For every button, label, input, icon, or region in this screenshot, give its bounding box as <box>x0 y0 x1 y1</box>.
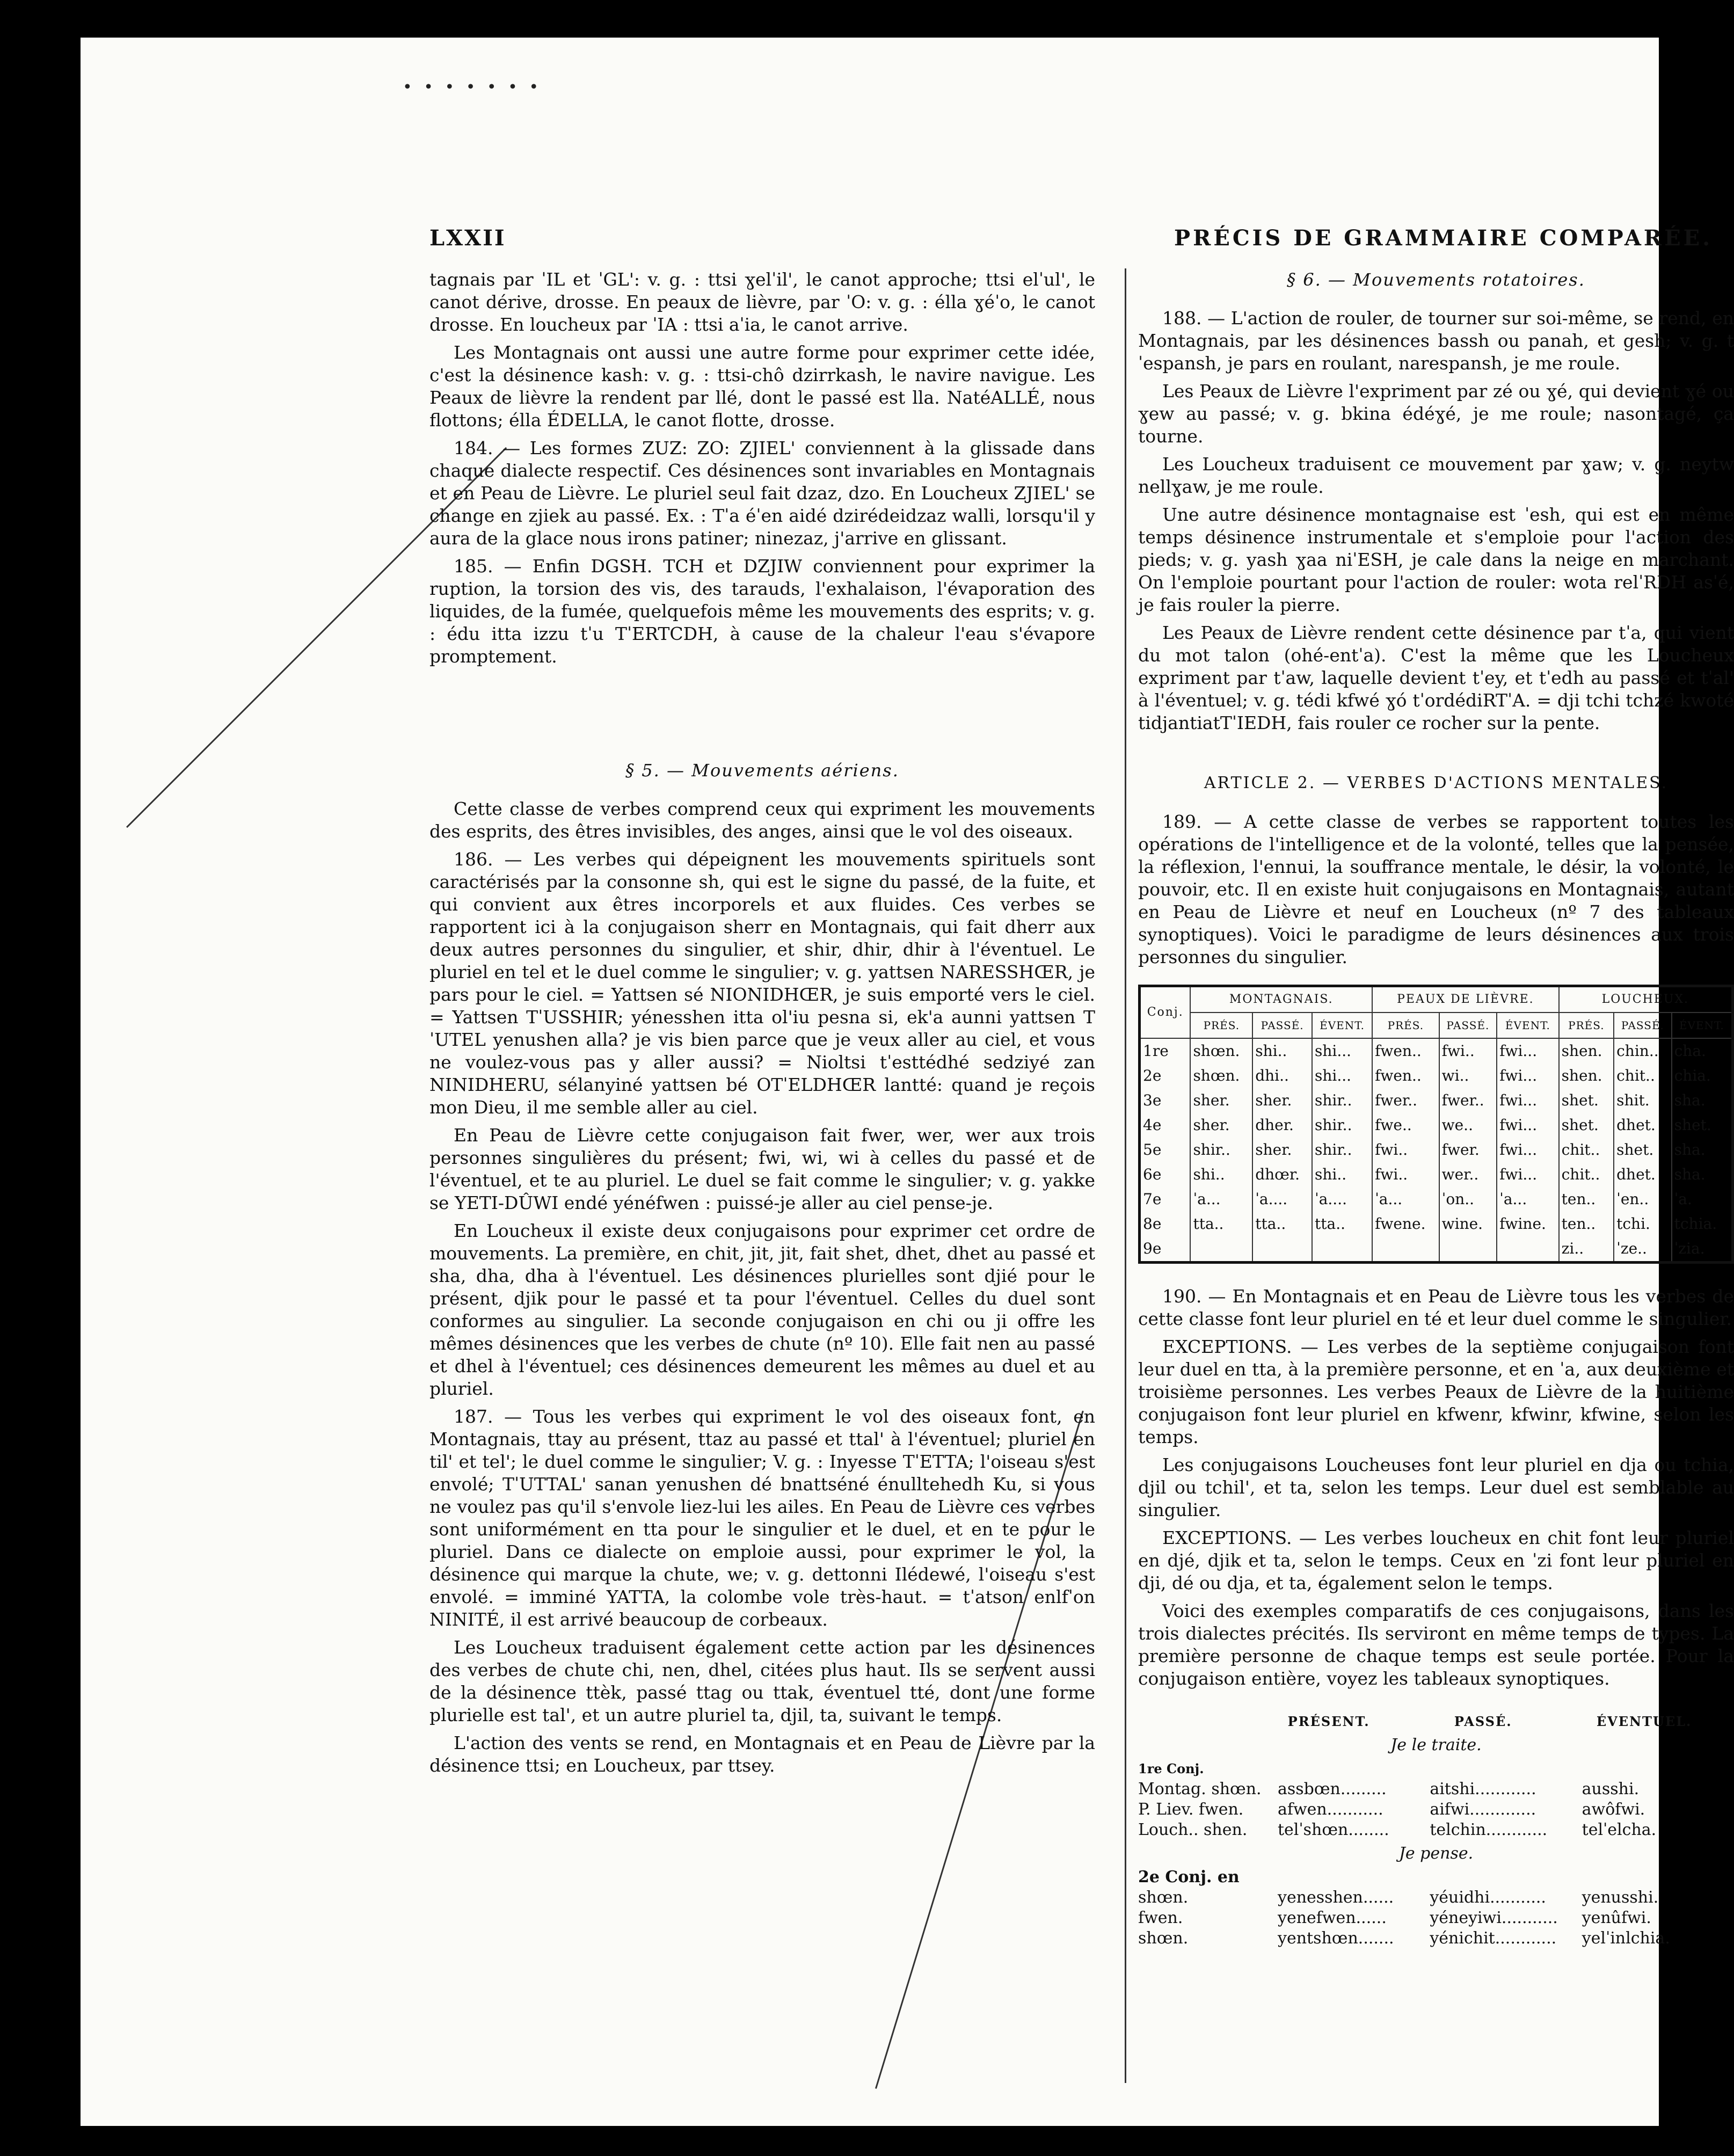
example-cell: yéneyiwi........... <box>1430 1909 1558 1927</box>
example-cell: ausshi. <box>1582 1780 1640 1798</box>
example-group-1 <box>1138 1779 1734 1840</box>
example-row <box>1138 1779 1734 1800</box>
table-cell: shœn. <box>1190 1038 1252 1064</box>
example-row <box>1138 1800 1734 1820</box>
table-cell: dhi.. <box>1252 1064 1312 1088</box>
table-cell: ˈa.... <box>1312 1187 1372 1212</box>
table-cell <box>1497 1236 1559 1263</box>
table-cell: fwene. <box>1372 1212 1439 1236</box>
example-cell: telˈshœn........ <box>1278 1820 1389 1839</box>
table-cell: sher. <box>1190 1088 1252 1113</box>
table-cell: fwer.. <box>1439 1088 1497 1113</box>
paragraph: En Peau de Lièvre cette conjugaison fait fwer, wer, wer aux trois personnes singulières du présent; fwi, wi, wi à celles du passé et de l'éventuel, et te au pluriel. Le duel se fait comme le singulier; v. g. yakke se YETI-DÛWI endé yénéfwen : puissé-je aller au ciel pense-je. <box>429 1125 1095 1213</box>
example-cell: yenefwen...... <box>1278 1909 1387 1927</box>
table-cell: sha. <box>1672 1162 1733 1187</box>
paragraph: Les conjugaisons Loucheuses font leur pluriel en dja ou tchia, djil ou tchil', et ta, selon les temps. Leur duel est semblable au singulier. <box>1138 1454 1734 1520</box>
example-group-2 <box>1138 1888 1734 1949</box>
paragraph: L'action des vents se rend, en Montagnais et en Peau de Lièvre par la désinence ttsi; en Loucheux, par ttsey. <box>429 1732 1095 1776</box>
conjugation-table <box>1138 985 1734 1264</box>
table-cell: shen. <box>1559 1064 1614 1088</box>
table-subheader: PASSÉ. <box>1439 1013 1497 1038</box>
conj-number-cell: 6e <box>1140 1162 1191 1187</box>
table-row <box>1140 1162 1733 1187</box>
article-heading: ARTICLE 2. — VERBES D'ACTIONS MENTALES. <box>1204 774 1669 792</box>
example-cell: aifwi............. <box>1430 1800 1536 1819</box>
table-cell: fwen.. <box>1372 1064 1439 1088</box>
table-cell: shet. <box>1559 1113 1614 1138</box>
table-cell <box>1252 1236 1312 1263</box>
example-row-label: Montag. shœn. <box>1138 1780 1262 1798</box>
paragraph: Les Loucheux traduisent également cette action par les désinences des verbes de chute chi, nen, dhel, citées plus haut. Ils se servent aussi de la désinence ttèk, passé ttag ou ttak, éventuel tté, dont une forme plurielle est tal', et un autre pluriel ta, djil, ta, suivant le temps. <box>429 1637 1095 1725</box>
section-heading-6: § 6. — Mouvements rotatoires. <box>1287 270 1585 290</box>
table-cell: ten.. <box>1559 1212 1614 1236</box>
table-cell <box>1372 1236 1439 1263</box>
table-cell: shi.. <box>1190 1162 1252 1187</box>
table-cell: shen. <box>1559 1038 1614 1064</box>
table-row <box>1140 1138 1733 1162</box>
table-cell: tta.. <box>1312 1212 1372 1236</box>
conjugation-table-body <box>1140 1038 1733 1263</box>
table-cell: dher. <box>1252 1113 1312 1138</box>
table-cell: shœn. <box>1190 1064 1252 1088</box>
table-header-group: MONTAGNAIS. <box>1190 986 1372 1013</box>
table-subheader: ÉVENT. <box>1497 1013 1559 1038</box>
paragraph: tagnais par ˈIL et ˈGL': v. g. : ttsi ɣelˈil', le canot approche; ttsi elˈul', le canot dérive, drosse. En peaux de lièvre, par ˈO: v. g. : élla ɣéˈo, le canot drosse. En loucheux par ˈIA : ttsi aˈia, le canot arrive. <box>429 269 1095 335</box>
example-group-label: 2e Conj. en <box>1138 1868 1240 1886</box>
paragraph-185: 185. — Enfin DGSH. TCH et DZJIW conviennent pour exprimer la ruption, la torsion des vis, des tarauds, l'exhalaison, l'évaporation des liquides, de la fumée, quelquefois même les mouvements des esprits; v. g. : édu itta izzu tˈu TˈERTCDH, à cause de la chaleur l'eau s'évapore promptement. <box>429 556 1095 667</box>
example-cell: telˈelcha. <box>1582 1820 1657 1839</box>
paragraph: Les Peaux de Lièvre rendent cette désinence par tˈa, qui vient du mot talon (ohé-entˈa). C'est la même que les Loucheux expriment par tˈaw, laquelle devient tˈey, et tˈedh au passé et tˈal' à l'éventuel; v. g. tédi kfwé ɣó tˈordédiRTˈA. = dji tchi tchzé kwoté tidjantiatTˈIEDH, fais rouler ce rocher sur la pente. <box>1138 622 1734 733</box>
table-cell <box>1312 1236 1372 1263</box>
paragraph: Les Loucheux traduisent ce mouvement par ɣaw; v. g. neytw nellɣaw, je me roule. <box>1138 454 1734 497</box>
table-cell: sha. <box>1672 1138 1733 1162</box>
print-noise: • • • • • • • <box>403 78 542 97</box>
paragraph: En Loucheux il existe deux conjugaisons pour exprimer cet ordre de mouvements. La première, en chit, jit, jit, fait shet, dhet, dhet au passé et sha, dha, dha à l'éventuel. Les désinences plurielles sont djié pour le présent, djik pour le passé et ta pour l'éventuel. Celles du duel sont conformes au singulier. La seconde conjugaison en chi ou ji offre les mêmes désinences que les verbes de chute (nº 10). Elle fait nen au passé et dhel à l'éventuel; ces désinences demeurent les mêmes au duel et au pluriel. <box>429 1220 1095 1399</box>
table-row <box>1140 1212 1733 1236</box>
example-cell: yéuidhi........... <box>1430 1888 1546 1907</box>
example-header: PRÉSENT. <box>1287 1714 1370 1729</box>
table-cell <box>1439 1236 1497 1263</box>
table-cell: fwi.. <box>1439 1038 1497 1064</box>
table-subheader: ÉVENT. <box>1312 1013 1372 1038</box>
table-cell: fwi... <box>1497 1038 1559 1064</box>
table-cell: tchi. <box>1614 1212 1671 1236</box>
paragraph: Les Peaux de Lièvre l'expriment par zé ou ɣé, qui devient ɣé ou ɣew au passé; v. g. bkina édéɣé, je me roule; nasontagé, ça tourne. <box>1138 381 1734 447</box>
paragraph-exceptions: EXCEPTIONS. — Les verbes loucheux en chit font leur pluriel en djé, djik et ta, selon le temps. Ceux en ˈzi font leur pluriel en dji, dé ou dja, et ta, également selon le temps. <box>1138 1527 1734 1593</box>
example-cell: awôfwi. <box>1582 1800 1645 1819</box>
table-cell: ˈon.. <box>1439 1187 1497 1212</box>
table-cell: chit.. <box>1614 1064 1671 1088</box>
example-cell: yenesshen...... <box>1278 1888 1394 1907</box>
table-subheader: PASSÉ. <box>1252 1013 1312 1038</box>
table-cell: fwi... <box>1497 1162 1559 1187</box>
table-cell: fwi.. <box>1372 1162 1439 1187</box>
table-row <box>1140 1187 1733 1212</box>
example-row <box>1138 1820 1734 1840</box>
table-cell: ˈa. <box>1672 1187 1733 1212</box>
example-cell: telchin............ <box>1430 1820 1548 1839</box>
example-row-label: P. Liev. fwen. <box>1138 1800 1244 1819</box>
table-cell: tta.. <box>1190 1212 1252 1236</box>
conj-number-cell: 9e <box>1140 1236 1191 1263</box>
paragraph: Cette classe de verbes comprend ceux qui expriment les mouvements des esprits, des êtres invisibles, des anges, ainsi que le vol des oiseaux. <box>429 798 1095 842</box>
example-cell: yentshœn....... <box>1278 1929 1394 1948</box>
section-heading-5: § 5. — Mouvements aériens. <box>625 760 899 781</box>
example-header: ÉVENTUEL. <box>1596 1714 1692 1729</box>
table-cell: ˈa.... <box>1252 1187 1312 1212</box>
table-cell: sher. <box>1252 1088 1312 1113</box>
table-cell: wine. <box>1439 1212 1497 1236</box>
example-cell: aitshi............ <box>1430 1780 1536 1798</box>
table-cell: fwi... <box>1497 1113 1559 1138</box>
table-cell: fwi... <box>1497 1138 1559 1162</box>
table-cell: ˈze.. <box>1614 1236 1671 1263</box>
table-cell: shir.. <box>1312 1138 1372 1162</box>
table-subheader: PRÉS. <box>1190 1013 1252 1038</box>
table-subheader: PRÉS. <box>1559 1013 1614 1038</box>
table-cell: shi... <box>1312 1064 1372 1088</box>
table-cell: ˈa... <box>1372 1187 1439 1212</box>
paragraph-186: 186. — Les verbes qui dépeignent les mouvements spirituels sont caractérisés par la consonne sh, qui est le signe du passé, de la fuite, et qui convient aux êtres incorporels et aux fluides. Ces verbes se rapportent ici à la conjugaison sherr en Montagnais, qui fait dherr aux deux autres personnes du singulier, et shir, dhir, dhir à l'éventuel. Le pluriel en tel et le duel comme le singulier; v. g. yattsen NARESSHŒR, je pars pour le ciel. = Yattsen sé NIONIDHŒR, je suis emporté vers le ciel. = Yattsen TˈUSSHIR; yénesshen itta ol'iu pesna si, ek'a aunni yattsen TˈUTEL yenushen alla? je vis bien parce que je veux aller au ciel, et vous ne voulez-vous pas y aller aussi? = Nioltsi tˈesttédhé sedziyé zan NINIDHERU, sélanyiné yattsen bé OTˈELDHŒR lantté: quand je reçois mon Dieu, il me semble aller au ciel. <box>429 849 1095 1118</box>
conj-number-cell: 7e <box>1140 1187 1191 1212</box>
table-header-group: LOUCHEUX. <box>1559 986 1733 1013</box>
paragraph-190: 190. — En Montagnais et en Peau de Lièvre tous les verbes de cette classe font leur pluriel en té et leur duel comme le singulier. <box>1138 1286 1734 1329</box>
table-cell: dhœr. <box>1252 1162 1312 1187</box>
table-cell: shi.. <box>1312 1162 1372 1187</box>
conj-number-cell: 3e <box>1140 1088 1191 1113</box>
paragraph-189: 189. — A cette classe de verbes se rapportent toutes les opérations de l'intelligence et de la volonté, telles que la pensée, la réflexion, l'ennui, la souffrance mentale, le désir, la volonté, le pouvoir, etc. Il en existe huit conjugaisons en Montagnais, autant en Peau de Lièvre et neuf en Loucheux (nº 7 des tableaux synoptiques). Voici le paradigme de leurs désinences aux trois personnes du singulier. <box>1138 811 1734 967</box>
table-cell: tchia. <box>1672 1212 1733 1236</box>
running-head <box>429 225 1713 263</box>
table-cell: fwer.. <box>1372 1088 1439 1113</box>
example-row-label: fwen. <box>1138 1909 1183 1927</box>
table-cell: shir.. <box>1190 1138 1252 1162</box>
example-header: PASSÉ. <box>1454 1714 1512 1729</box>
example-row-label: shœn. <box>1138 1888 1189 1907</box>
paragraph: Les Montagnais ont aussi une autre forme pour exprimer cette idée, c'est la désinence kash: v. g. : ttsi-chô dzirrkash, le navire navigue. Les Peaux de lièvre la rendent par llé, dont le passé est lla. NatéALLÉ, nous flottons; élla ÉDELLA, le canot flotte, drosse. <box>429 342 1095 431</box>
conj-number-cell: 8e <box>1140 1212 1191 1236</box>
conj-number-cell: 1re <box>1140 1038 1191 1064</box>
table-cell: fwine. <box>1497 1212 1559 1236</box>
table-cell: wer.. <box>1439 1162 1497 1187</box>
table-cell: fwi... <box>1497 1088 1559 1113</box>
table-cell: ˈa... <box>1497 1187 1559 1212</box>
table-cell: shi... <box>1312 1038 1372 1064</box>
table-cell: shir.. <box>1312 1088 1372 1113</box>
conj-number-cell: 5e <box>1140 1138 1191 1162</box>
table-cell: shet. <box>1672 1113 1733 1138</box>
table-row <box>1140 1088 1733 1113</box>
table-cell: shet. <box>1559 1088 1614 1113</box>
example-cell: afwen........... <box>1278 1800 1383 1819</box>
table-cell: shir.. <box>1312 1113 1372 1138</box>
example-cell: assbœn......... <box>1278 1780 1387 1798</box>
example-cell: yenûfwi. <box>1582 1909 1651 1927</box>
table-cell <box>1190 1236 1252 1263</box>
table-cell: chit.. <box>1559 1138 1614 1162</box>
paragraph-184: 184. — Les formes ZUZ: ZO: ZJIEL' conviennent à la glissade dans chaque dialecte respectif. Ces désinences sont invariables en Montagnais et en Peau de Lièvre. Le pluriel seul fait dzaz, dzo. En Loucheux ZJIEL' se change en zjiek au passé. Ex. : Tˈa éˈen aidé dzirédeidzaz walli, lorsqu'il y aura de la glace nous irons patiner; ninezaz, j'arrive en glissant. <box>429 438 1095 549</box>
table-cell: fwen.. <box>1372 1038 1439 1064</box>
example-row <box>1138 1888 1734 1908</box>
table-cell: fwi.. <box>1372 1138 1439 1162</box>
table-cell: wi.. <box>1439 1064 1497 1088</box>
table-cell: cha. <box>1672 1038 1733 1064</box>
table-cell: chin.. <box>1614 1038 1671 1064</box>
paragraph: Voici des exemples comparatifs de ces conjugaisons, dans les trois dialectes précités. Ils serviront en même temps de types. La première personne de chaque temps est seule portée. Pour la conjugaison entière, voyez les tableaux synoptiques. <box>1138 1600 1734 1689</box>
table-header-group: PEAUX DE LIÈVRE. <box>1372 986 1559 1013</box>
right-column <box>1138 268 1734 1949</box>
example-cell: yénichit............ <box>1430 1929 1557 1948</box>
table-row <box>1140 1038 1733 1064</box>
example-subtitle: Je le traite. <box>1390 1736 1482 1754</box>
page-folio: LXXII <box>429 225 506 251</box>
conj-number-cell: 2e <box>1140 1064 1191 1088</box>
column-rule <box>1125 268 1126 2083</box>
example-table-header <box>1138 1711 1734 1732</box>
table-cell: sher. <box>1190 1113 1252 1138</box>
table-cell: shi.. <box>1252 1038 1312 1064</box>
table-cell: tta.. <box>1252 1212 1312 1236</box>
running-title: PRÉCIS DE GRAMMAIRE COMPARÉE. <box>1174 225 1713 251</box>
table-cell: sha. <box>1672 1088 1733 1113</box>
book-page <box>81 38 1734 2126</box>
example-cell: yelˈinlchia. <box>1582 1929 1670 1948</box>
table-cell: chia. <box>1672 1064 1733 1088</box>
table-header-conj: Conj. <box>1140 986 1191 1039</box>
table-cell: shet. <box>1614 1138 1671 1162</box>
example-table <box>1138 1711 1734 1949</box>
paragraph-187: 187. — Tous les verbes qui expriment le vol des oiseaux font, en Montagnais, ttay au présent, ttaz au passé et ttal' à l'éventuel; pluriel en til' et tel'; le duel comme le singulier; V. g. : Inyesse TˈETTA; l'oiseau s'est envolé; TˈUTTAL' sanan yenushen dé bnattséné énulltehedh Ku, si vous ne voulez pas qu'il s'envole liez-lui les ailes. En Peau de Lièvre ces verbes sont uniformément en tta pour le singulier et le duel, et en te pour le pluriel. Dans ce dialecte on emploie aussi, pour exprimer le vol, la désinence qui marque la chute, we; v. g. dettonni Ilédewé, l'oiseau s'est envolé. = imminé YATTA, la colombe vole très-haut. = tˈatson enlfˈon NINITÉ, il est arrivé beaucoup de corbeaux. <box>429 1406 1095 1630</box>
example-group-label: 1re Conj. <box>1138 1761 1204 1776</box>
table-cell: ten.. <box>1559 1187 1614 1212</box>
example-cell: yenusshi. <box>1582 1888 1659 1907</box>
left-column <box>429 268 1095 1782</box>
table-cell: sher. <box>1252 1138 1312 1162</box>
table-row <box>1140 1064 1733 1088</box>
table-cell: zi.. <box>1559 1236 1614 1263</box>
table-cell: chit.. <box>1559 1162 1614 1187</box>
example-subtitle: Je pense. <box>1398 1844 1474 1863</box>
paragraph-exceptions: EXCEPTIONS. — Les verbes de la septième conjugaison font leur duel en tta, à la première personne, et en ˈa, aux deuxième et troisième personnes. Les verbes Peaux de Lièvre de la huitième conjugaison font leur pluriel en kfwenr, kfwinr, kfwine, selon les temps. <box>1138 1336 1734 1447</box>
table-cell: dhet. <box>1614 1113 1671 1138</box>
paragraph: Une autre désinence montagnaise est ˈesh, qui est en même temps désinence instrumentale et s'emploie pour l'action des pieds; v. g. yash ɣaa niˈESH, je cale dans la neige en marchant. On l'emploie pourtant pour l'action de rouler: wota relˈRDH asˈé, je fais rouler la pierre. <box>1138 504 1734 615</box>
table-row <box>1140 1236 1733 1263</box>
table-cell: ˈzia. <box>1672 1236 1733 1263</box>
table-cell: fwe.. <box>1372 1113 1439 1138</box>
table-row <box>1140 1113 1733 1138</box>
table-cell: ˈen.. <box>1614 1187 1671 1212</box>
table-cell: shit. <box>1614 1088 1671 1113</box>
example-row-label: shœn. <box>1138 1929 1189 1948</box>
table-cell: fwi... <box>1497 1064 1559 1088</box>
table-cell: dhet. <box>1614 1162 1671 1187</box>
table-cell: we.. <box>1439 1113 1497 1138</box>
table-subheader: PASSÉ. <box>1614 1013 1671 1038</box>
example-row <box>1138 1928 1734 1949</box>
table-subheader: PRÉS. <box>1372 1013 1439 1038</box>
example-row-label: Louch.. shen. <box>1138 1820 1248 1839</box>
table-cell: fwer. <box>1439 1138 1497 1162</box>
table-subheader: ÉVENT. <box>1672 1013 1733 1038</box>
example-row <box>1138 1908 1734 1928</box>
conj-number-cell: 4e <box>1140 1113 1191 1138</box>
paragraph-188: 188. — L'action de rouler, de tourner sur soi-même, se rend, en Montagnais, par les désinences bassh ou panah, et gesh; v. g. tˈespansh, je pars en roulant, narespansh, je me roule. <box>1138 308 1734 374</box>
table-cell: ˈa... <box>1190 1187 1252 1212</box>
